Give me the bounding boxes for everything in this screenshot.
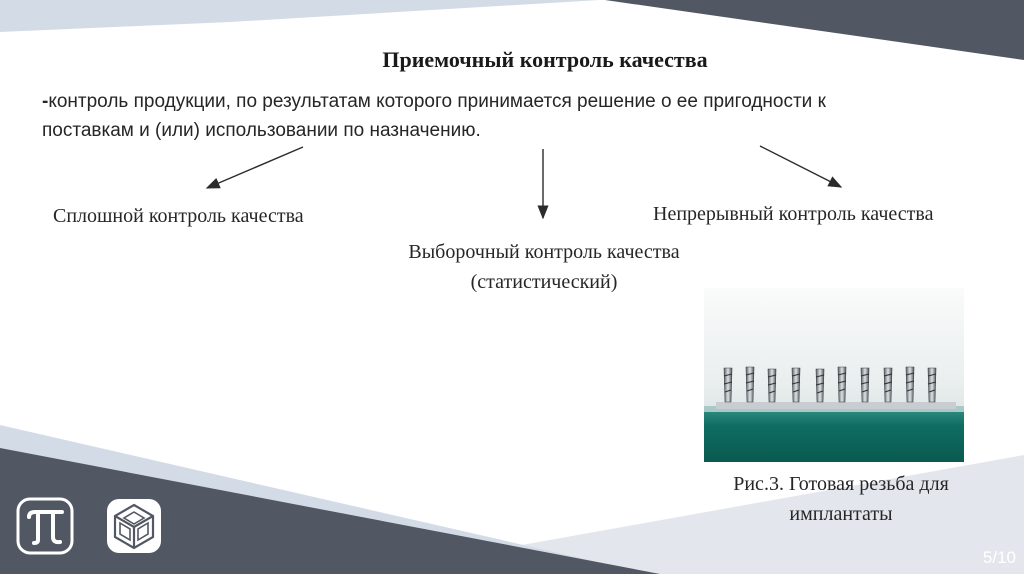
type-sampling [370, 237, 718, 297]
arrow-right-icon [760, 146, 841, 187]
figure-caption [696, 469, 986, 529]
definition-dash: - [42, 91, 49, 112]
cube-logo-icon [105, 497, 163, 555]
pi-logo-icon [16, 497, 74, 555]
type-sampling-label: Выборочный контроль качества [408, 241, 680, 263]
implant-photo-image [704, 288, 964, 462]
implant-thread-photo [704, 288, 964, 462]
page-number: 5/10 [982, 548, 1016, 567]
figure-caption-line2: имплантаты [789, 503, 893, 525]
arrow-left-icon [207, 147, 303, 188]
type-continuous-flow: Непрерывный контроль качества [653, 203, 934, 225]
type-sampling-note: (статистический) [470, 271, 618, 293]
figure-caption-line1: Рис.3. Готовая резьба для [733, 473, 949, 495]
definition-text: контроль продукции, по результатам которого принимается решение о ее пригодности к поставкам и (или) использовании по назначению. [42, 91, 826, 141]
slide-title: Приемочный контроль качества [382, 47, 708, 72]
type-continuous-full: Сплошной контроль качества [53, 205, 304, 227]
